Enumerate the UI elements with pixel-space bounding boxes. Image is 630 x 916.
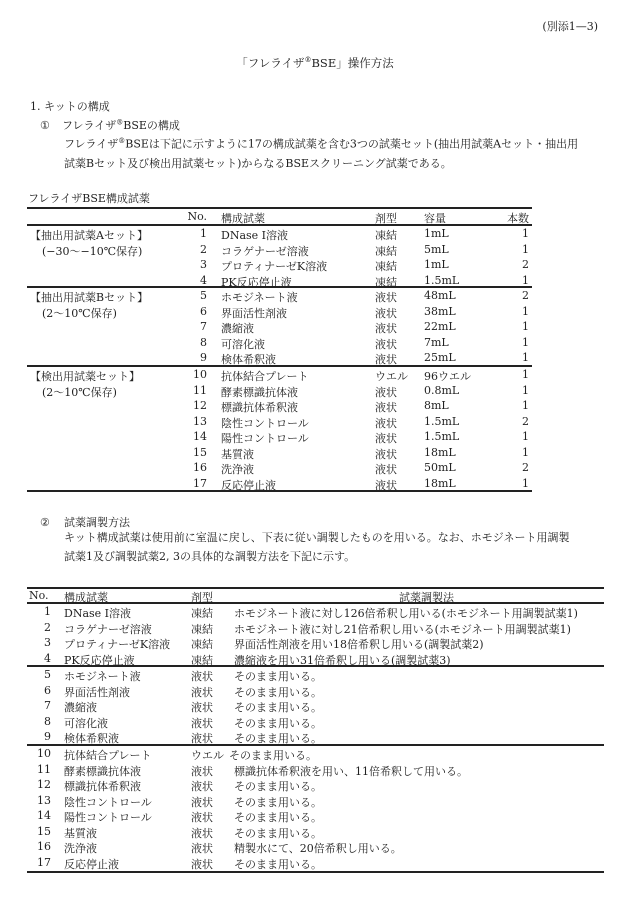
cell-name: 濃縮液 bbox=[64, 701, 97, 714]
cell-volume: 1.5mL bbox=[424, 430, 460, 443]
cell-no: 4 bbox=[44, 651, 51, 665]
cell-volume: 1.5mL bbox=[424, 273, 460, 287]
table1-header bbox=[27, 210, 532, 224]
cell-count: 2 bbox=[522, 258, 529, 271]
cell-name: DNase Ⅰ溶液 bbox=[64, 607, 131, 620]
cell-form: 液状 bbox=[191, 670, 213, 683]
cell-count: 1 bbox=[522, 351, 529, 364]
table-row bbox=[27, 652, 604, 668]
cell-name: プロティナーゼK溶液 bbox=[64, 638, 171, 651]
cell-count: 1 bbox=[522, 335, 529, 349]
group-a-label: 【抽出用試薬Aセット】 bbox=[30, 229, 148, 242]
table-row bbox=[27, 446, 532, 462]
cell-method: そのまま用いる。 bbox=[234, 685, 322, 699]
cell-form: 液状 bbox=[191, 764, 213, 778]
table-row bbox=[27, 621, 604, 637]
table-row bbox=[27, 384, 532, 400]
cell-no: 3 bbox=[200, 258, 207, 271]
header-volume: 容量 bbox=[424, 212, 446, 225]
table-row bbox=[27, 668, 604, 684]
cell-count: 1 bbox=[522, 304, 529, 318]
subsection-number: ① bbox=[40, 119, 50, 132]
registered-mark: ® bbox=[116, 118, 124, 127]
cell-name: 基質液 bbox=[64, 826, 97, 840]
cell-no: 16 bbox=[193, 461, 207, 474]
cell-count: 1 bbox=[522, 273, 529, 287]
cell-form: 液状 bbox=[375, 353, 397, 366]
cell-no: 10 bbox=[193, 368, 207, 381]
cell-no: 1 bbox=[44, 605, 51, 618]
cell-form: 液状 bbox=[375, 447, 397, 461]
table-row bbox=[27, 730, 604, 746]
cell-form: 液状 bbox=[375, 432, 397, 445]
cell-method: そのまま用いる。 bbox=[234, 670, 322, 683]
table-row bbox=[27, 227, 532, 243]
cell-name: 抗体結合プレート bbox=[64, 749, 152, 762]
cell-no: 6 bbox=[44, 683, 51, 697]
cell-form: 凍結 bbox=[191, 607, 213, 620]
cell-method: そのまま用いる。 bbox=[234, 826, 322, 840]
cell-name: 標識抗体希釈液 bbox=[221, 401, 298, 414]
header-no: No. bbox=[187, 210, 207, 223]
cell-form: 液状 bbox=[375, 337, 397, 351]
cell-name: 洗浄液 bbox=[221, 463, 254, 476]
cell-no: 11 bbox=[37, 762, 51, 776]
cell-form: 凍結 bbox=[191, 653, 213, 667]
table-row bbox=[27, 415, 532, 431]
cell-form: 液状 bbox=[375, 322, 397, 335]
cell-count: 2 bbox=[522, 289, 529, 302]
cell-form: ウエル bbox=[191, 749, 224, 762]
cell-form: 液状 bbox=[191, 685, 213, 699]
cell-form: 凍結 bbox=[191, 622, 213, 636]
cell-name: 酵素標識抗体液 bbox=[64, 764, 141, 778]
paragraph-line-2: 試薬1及び調製試薬2, 3の具体的な調製方法を下記に示す。 bbox=[64, 550, 356, 563]
cell-form: ウエル bbox=[375, 370, 408, 383]
table-row bbox=[27, 305, 532, 321]
cell-volume: 38mL bbox=[424, 304, 456, 318]
cell-form: 凍結 bbox=[191, 638, 213, 651]
cell-no: 17 bbox=[37, 855, 51, 869]
cell-volume: 25mL bbox=[424, 351, 456, 364]
cell-method: そのまま用いる。 bbox=[234, 780, 322, 793]
cell-no: 4 bbox=[200, 273, 207, 287]
cell-form: 液状 bbox=[191, 811, 213, 824]
table-row bbox=[27, 461, 532, 477]
cell-form: 液状 bbox=[375, 416, 397, 430]
cell-form: 液状 bbox=[191, 732, 213, 745]
cell-name: 界面活性剤液 bbox=[64, 685, 130, 699]
title-prefix: 「フレライザ bbox=[236, 56, 305, 70]
registered-mark: ® bbox=[304, 56, 312, 65]
header-no: No. bbox=[29, 589, 49, 602]
cell-name: 陽性コントロール bbox=[221, 432, 309, 445]
cell-form: 液状 bbox=[375, 306, 397, 320]
header-name: 構成試薬 bbox=[221, 212, 265, 225]
cell-form: 液状 bbox=[191, 842, 213, 855]
cell-name: 陽性コントロール bbox=[64, 811, 152, 824]
cell-form: 液状 bbox=[375, 385, 397, 399]
table1-top-rule bbox=[27, 207, 532, 209]
cell-name: ホモジネート液 bbox=[221, 291, 298, 304]
cell-volume: 5mL bbox=[424, 242, 449, 256]
cell-name: 洗浄液 bbox=[64, 842, 97, 855]
cell-form: 凍結 bbox=[375, 244, 397, 258]
cell-no: 14 bbox=[37, 809, 51, 822]
cell-form: 凍結 bbox=[375, 229, 397, 242]
cell-form: 液状 bbox=[375, 291, 397, 304]
cell-method: そのまま用いる。 bbox=[234, 701, 322, 714]
cell-volume: 22mL bbox=[424, 320, 456, 333]
cell-no: 7 bbox=[200, 320, 207, 333]
cell-name: 標識抗体希釈液 bbox=[64, 780, 141, 793]
cell-method: そのまま用いる。 bbox=[234, 716, 322, 730]
cell-no: 3 bbox=[44, 636, 51, 649]
cell-volume: 18mL bbox=[424, 445, 456, 459]
table-row bbox=[27, 715, 604, 731]
cell-no: 9 bbox=[44, 730, 51, 743]
cell-no: 12 bbox=[37, 778, 51, 791]
cell-count: 1 bbox=[522, 430, 529, 443]
cell-no: 13 bbox=[193, 414, 207, 428]
cell-no: 2 bbox=[44, 620, 51, 634]
table-row bbox=[27, 399, 532, 415]
table-row bbox=[27, 336, 532, 352]
table-row bbox=[27, 856, 604, 872]
cell-no: 11 bbox=[193, 383, 207, 397]
cell-form: 液状 bbox=[375, 463, 397, 476]
table-row bbox=[27, 825, 604, 841]
cell-name: 可溶化液 bbox=[221, 337, 265, 351]
table-row bbox=[27, 274, 532, 290]
header-name: 構成試薬 bbox=[64, 591, 108, 604]
cell-no: 1 bbox=[200, 227, 207, 240]
table-row bbox=[27, 747, 604, 763]
group-c-storage: (2〜10℃保存) bbox=[42, 386, 117, 399]
table-row bbox=[27, 809, 604, 825]
cell-no: 14 bbox=[193, 430, 207, 443]
header-form: 剤型 bbox=[191, 591, 213, 604]
table-row bbox=[27, 320, 532, 336]
group-b-label: 【抽出用試薬Bセット】 bbox=[30, 291, 149, 304]
cell-form: 液状 bbox=[191, 826, 213, 840]
cell-no: 15 bbox=[37, 824, 51, 838]
paragraph-line-1: キット構成試薬は使用前に室温に戻し、下表に従い調製したものを用いる。なお、ホモジネート用調製 bbox=[64, 531, 570, 544]
cell-name: プロティナーゼK溶液 bbox=[221, 260, 328, 273]
cell-count: 1 bbox=[522, 227, 529, 240]
cell-count: 1 bbox=[522, 242, 529, 256]
text: フレライザ bbox=[64, 137, 119, 151]
cell-name: 界面活性剤液 bbox=[221, 306, 287, 320]
cell-method: 濃縮液を用い31倍希釈し用いる(調製試薬3) bbox=[234, 653, 451, 667]
cell-no: 12 bbox=[193, 399, 207, 412]
cell-count: 2 bbox=[522, 414, 529, 428]
text: BSEは下記に示すように17の構成試薬を含む3つの試薬セット(抽出用試薬Aセット・抽出用 bbox=[125, 137, 579, 151]
cell-volume: 0.8mL bbox=[424, 383, 460, 397]
cell-name: PK反応停止液 bbox=[64, 653, 135, 667]
cell-no: 16 bbox=[37, 840, 51, 853]
table-row bbox=[27, 763, 604, 779]
cell-name: 反応停止液 bbox=[221, 478, 276, 492]
subsection-label: 試薬調製方法 bbox=[64, 516, 130, 529]
table1-header-rule bbox=[27, 224, 532, 226]
cell-method: そのまま用いる。 bbox=[229, 749, 317, 762]
cell-no: 6 bbox=[200, 304, 207, 318]
cell-method: そのまま用いる。 bbox=[234, 732, 322, 745]
registered-mark: ® bbox=[118, 137, 126, 145]
header-form: 剤型 bbox=[375, 212, 397, 225]
cell-volume: 8mL bbox=[424, 399, 449, 412]
cell-name: 濃縮液 bbox=[221, 322, 254, 335]
table-row bbox=[27, 699, 604, 715]
cell-form: 液状 bbox=[191, 701, 213, 714]
cell-name: PK反応停止液 bbox=[221, 275, 292, 289]
cell-count: 1 bbox=[522, 445, 529, 459]
cell-name: 陰性コントロール bbox=[64, 795, 152, 809]
cell-volume: 18mL bbox=[424, 476, 456, 490]
cell-volume: 1.5mL bbox=[424, 414, 460, 428]
cell-form: 凍結 bbox=[375, 260, 397, 273]
subsection-label-prefix: フレライザ bbox=[62, 119, 117, 132]
table-row bbox=[27, 778, 604, 794]
cell-volume: 48mL bbox=[424, 289, 456, 302]
subsection-1-heading bbox=[40, 117, 180, 133]
cell-form: 液状 bbox=[375, 478, 397, 492]
cell-name: 検体希釈液 bbox=[221, 353, 276, 366]
cell-no: 15 bbox=[193, 445, 207, 459]
section-heading: 1. キットの構成 bbox=[30, 100, 110, 113]
cell-form: 液状 bbox=[191, 795, 213, 809]
subsection-number: ② bbox=[40, 516, 50, 529]
cell-name: コラゲナーゼ溶液 bbox=[64, 622, 152, 636]
cell-count: 1 bbox=[522, 368, 529, 381]
cell-count: 1 bbox=[522, 383, 529, 397]
cell-name: 反応停止液 bbox=[64, 857, 119, 871]
cell-name: 陰性コントロール bbox=[221, 416, 309, 430]
page-title bbox=[0, 55, 630, 71]
cell-count: 2 bbox=[522, 461, 529, 474]
cell-name: 抗体結合プレート bbox=[221, 370, 309, 383]
cell-form: 液状 bbox=[375, 401, 397, 414]
cell-name: コラゲナーゼ溶液 bbox=[221, 244, 309, 258]
subsection-1-paragraph bbox=[64, 132, 578, 173]
group-c-label: 【検出用試薬セット】 bbox=[30, 370, 140, 383]
table2-header bbox=[27, 589, 604, 605]
cell-count: 1 bbox=[522, 320, 529, 333]
header-method: 試薬調製法 bbox=[399, 591, 454, 604]
table-row bbox=[27, 840, 604, 856]
cell-form: 凍結 bbox=[375, 275, 397, 289]
cell-count: 1 bbox=[522, 399, 529, 412]
cell-no: 9 bbox=[200, 351, 207, 364]
cell-name: 検体希釈液 bbox=[64, 732, 119, 745]
subsection-2-paragraph bbox=[64, 528, 569, 566]
group-a-storage: (−30〜−10℃保存) bbox=[42, 245, 143, 258]
cell-no: 10 bbox=[37, 747, 51, 760]
table-row bbox=[27, 684, 604, 700]
cell-volume: 1mL bbox=[424, 227, 449, 240]
cell-form: 液状 bbox=[191, 857, 213, 871]
table-row bbox=[27, 368, 532, 384]
table-row bbox=[27, 605, 604, 621]
cell-no: 8 bbox=[44, 714, 51, 728]
cell-form: 液状 bbox=[191, 716, 213, 730]
table-row bbox=[27, 430, 532, 446]
annex-label: (別添1—3) bbox=[542, 20, 598, 33]
table-row bbox=[27, 289, 532, 305]
table-row bbox=[27, 258, 532, 274]
cell-no: 13 bbox=[37, 793, 51, 807]
cell-method: ホモジネート液に対し126倍希釈し用いる(ホモジネート用調製試薬1) bbox=[234, 607, 578, 620]
header-count: 本数 bbox=[507, 212, 529, 225]
cell-no: 7 bbox=[44, 699, 51, 712]
table-row bbox=[27, 636, 604, 652]
table1-caption: フレライザBSE構成試薬 bbox=[28, 192, 150, 205]
table-row bbox=[27, 477, 532, 493]
cell-name: ホモジネート液 bbox=[64, 670, 141, 683]
cell-method: ホモジネート液に対し21倍希釈し用いる(ホモジネート用調製試薬1) bbox=[234, 622, 571, 636]
cell-method: そのまま用いる。 bbox=[234, 795, 322, 809]
title-suffix: BSE」操作方法 bbox=[311, 56, 394, 70]
cell-no: 5 bbox=[44, 668, 51, 681]
cell-name: 基質液 bbox=[221, 447, 254, 461]
subsection-label-suffix: BSEの構成 bbox=[123, 119, 180, 132]
cell-method: 界面活性剤液を用い18倍希釈し用いる(調製試薬2) bbox=[234, 638, 484, 651]
cell-method: そのまま用いる。 bbox=[234, 811, 322, 824]
paragraph-line-1 bbox=[64, 132, 578, 154]
cell-name: DNase Ⅰ溶液 bbox=[221, 229, 288, 242]
cell-volume: 1mL bbox=[424, 258, 449, 271]
cell-method: そのまま用いる。 bbox=[234, 857, 322, 871]
cell-no: 2 bbox=[200, 242, 207, 256]
paragraph-line-2: 試薬Bセット及び検出用試薬セット)からなるBSEスクリーニング試薬である。 bbox=[64, 156, 452, 170]
table-row bbox=[27, 243, 532, 259]
group-b-storage: (2〜10℃保存) bbox=[42, 307, 117, 320]
cell-name: 可溶化液 bbox=[64, 716, 108, 730]
cell-count: 1 bbox=[522, 476, 529, 490]
cell-volume: 96ウエル bbox=[424, 370, 471, 383]
cell-method: 標識抗体希釈液を用い、11倍希釈して用いる。 bbox=[234, 764, 468, 778]
table-row bbox=[27, 351, 532, 367]
table-row bbox=[27, 794, 604, 810]
cell-volume: 7mL bbox=[424, 335, 449, 349]
cell-method: 精製水にて、20倍希釈し用いる。 bbox=[234, 842, 402, 855]
cell-volume: 50mL bbox=[424, 461, 456, 474]
cell-no: 8 bbox=[200, 335, 207, 349]
cell-form: 液状 bbox=[191, 780, 213, 793]
cell-no: 5 bbox=[200, 289, 207, 302]
cell-no: 17 bbox=[193, 476, 207, 490]
cell-name: 酵素標識抗体液 bbox=[221, 385, 298, 399]
